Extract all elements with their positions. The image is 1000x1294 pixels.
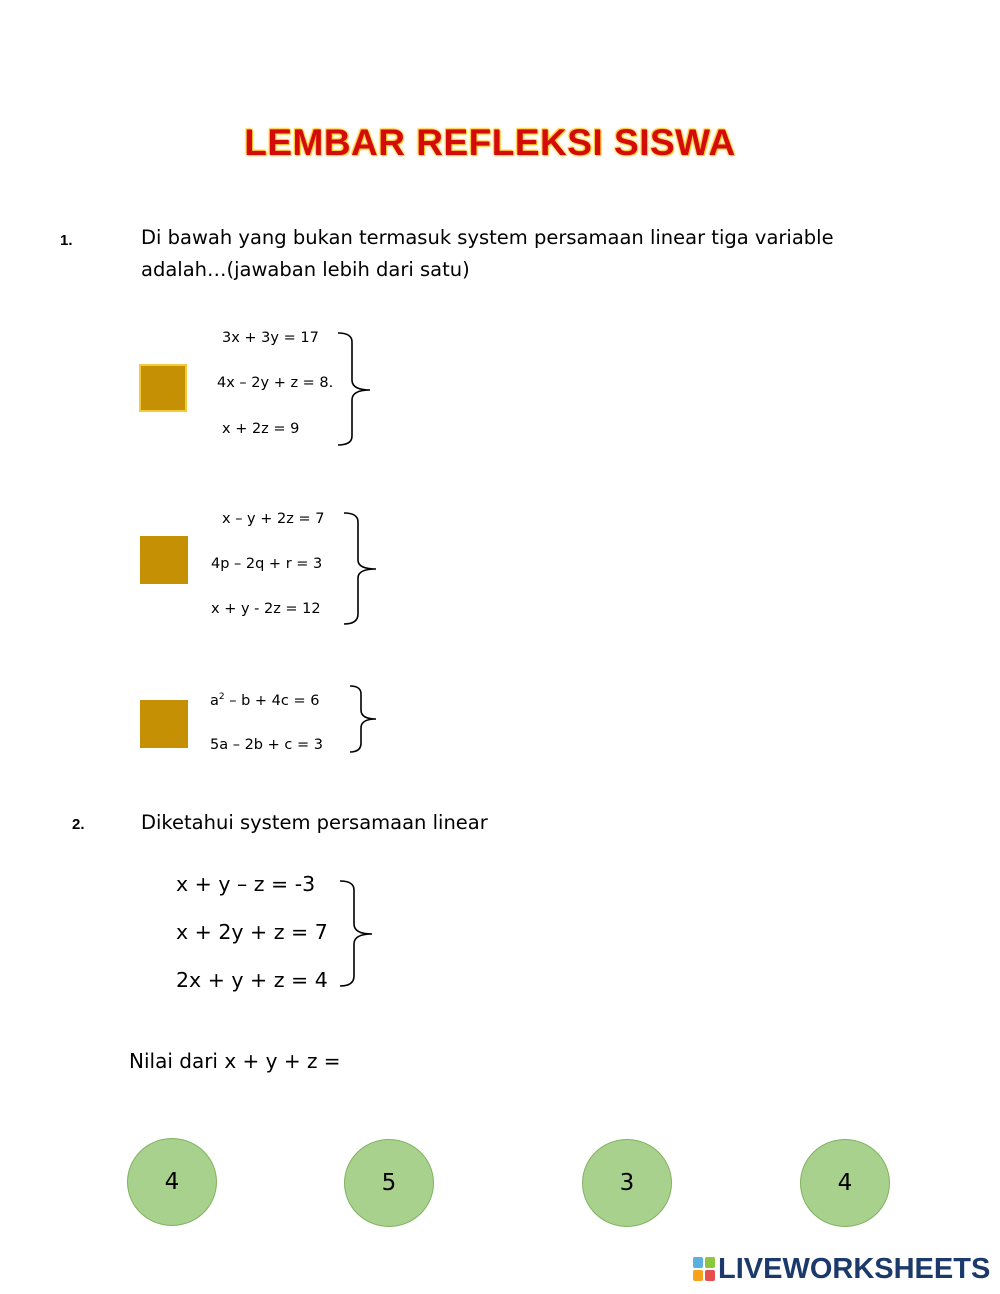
option-c-equation-1-exponent: 2 xyxy=(218,692,225,702)
choice-label-4: 4 xyxy=(837,1170,853,1196)
option-a-checkbox[interactable] xyxy=(139,364,187,412)
option-a-equation-1: 3x + 3y = 17 xyxy=(222,330,319,346)
question-1-number: 1. xyxy=(60,232,73,249)
option-c-checkbox[interactable] xyxy=(140,700,188,748)
option-b-equation-2: 4p – 2q + r = 3 xyxy=(211,556,323,572)
question-2-number: 2. xyxy=(72,816,85,833)
question-2-text: Diketahui system persamaan linear xyxy=(141,811,488,834)
option-c-equation-1 xyxy=(210,692,319,709)
question-1-text xyxy=(141,222,834,286)
choice-label-1: 4 xyxy=(164,1169,180,1195)
question-2-equation-2: x + 2y + z = 7 xyxy=(176,920,328,944)
option-c-equation-1-base: a xyxy=(210,692,219,709)
choice-label-2: 5 xyxy=(381,1170,397,1196)
option-b-brace-icon xyxy=(342,510,382,628)
choice-circle-4[interactable] xyxy=(800,1139,890,1227)
question-2-equation-1: x + y – z = -3 xyxy=(176,872,316,896)
option-c-equation-1-rest: – b + 4c = 6 xyxy=(224,692,320,709)
choice-circle-2[interactable] xyxy=(344,1139,434,1227)
option-b-checkbox[interactable] xyxy=(140,536,188,584)
question-1-text-line-2: adalah…(jawaban lebih dari satu) xyxy=(141,258,470,281)
option-b-equation-3: x + y - 2z = 12 xyxy=(211,601,321,617)
question-1-text-line-1: Di bawah yang bukan termasuk system persamaan linear tiga variable xyxy=(141,226,834,249)
liveworksheets-logo[interactable] xyxy=(693,1254,990,1284)
choice-circle-1[interactable] xyxy=(127,1138,217,1226)
question-2-equation-3: 2x + y + z = 4 xyxy=(176,968,328,992)
liveworksheets-logo-icon xyxy=(693,1257,715,1281)
question-2-brace-icon xyxy=(338,878,378,990)
choice-circle-3[interactable] xyxy=(582,1139,672,1227)
page-title: LEMBAR REFLEKSI SISWA xyxy=(244,122,736,163)
option-a-equation-3: x + 2z = 9 xyxy=(222,421,300,437)
option-a-equation-2: 4x – 2y + z = 8. xyxy=(217,375,334,391)
option-b-equation-1: x – y + 2z = 7 xyxy=(222,511,325,527)
option-c-equation-2: 5a – 2b + c = 3 xyxy=(210,737,323,753)
choice-label-3: 3 xyxy=(619,1170,635,1196)
option-c-brace-icon xyxy=(348,683,382,755)
option-a-brace-icon xyxy=(336,330,376,450)
question-2-prompt: Nilai dari x + y + z = xyxy=(129,1049,341,1073)
liveworksheets-logo-text: LIVEWORKSHEETS xyxy=(718,1252,991,1285)
